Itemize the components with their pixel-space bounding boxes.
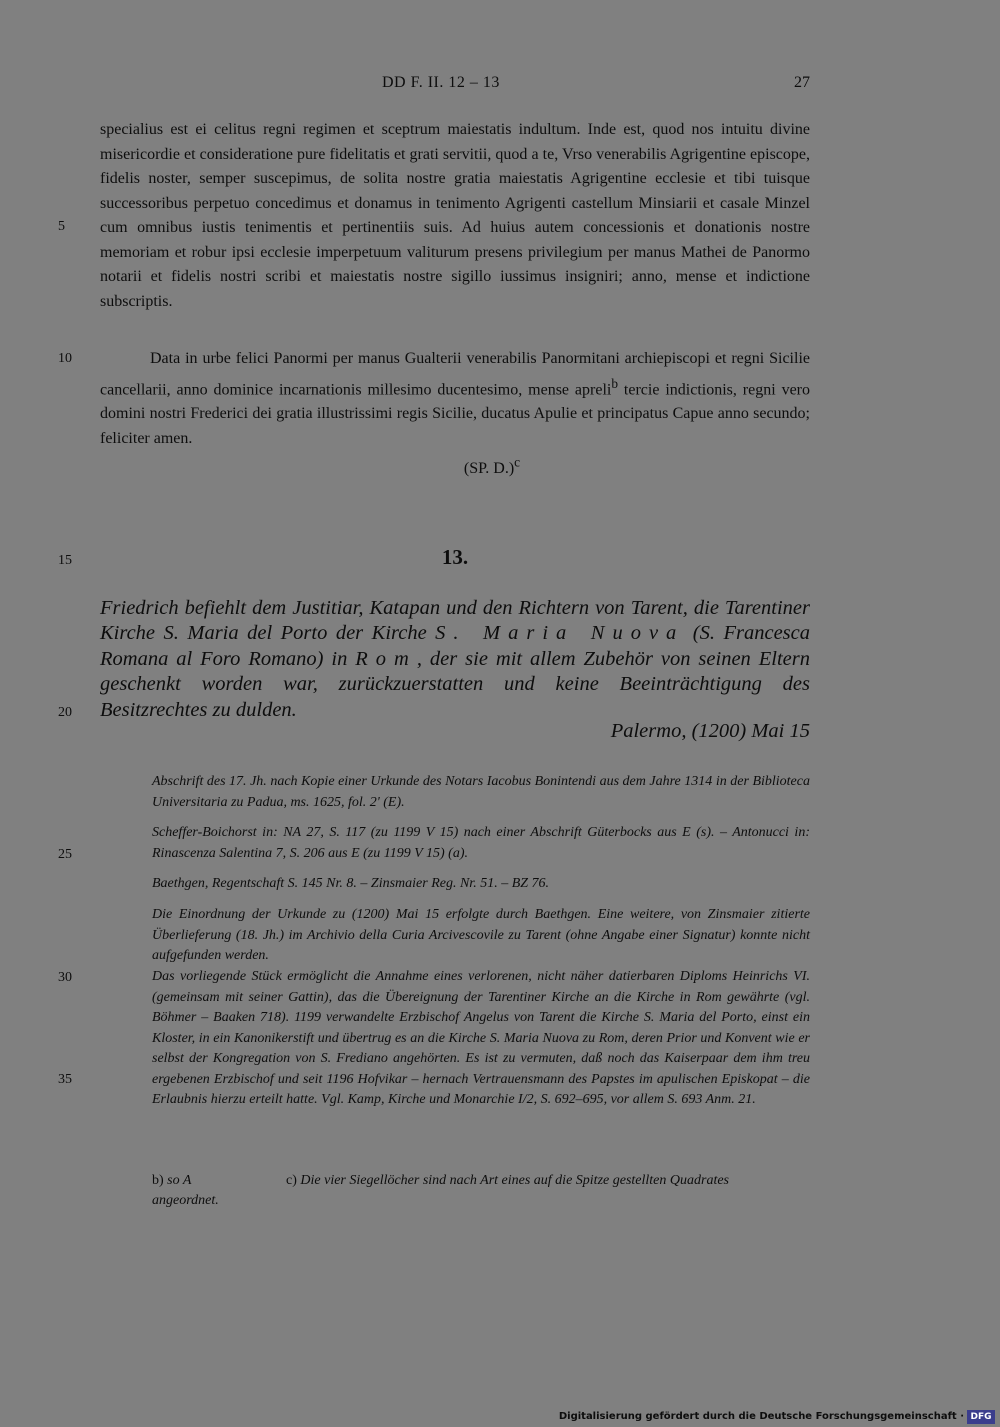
seal-text: (SP. D.) xyxy=(463,460,515,478)
regest-part-3: , der sie mit allem Zubehör von seinen Eltern geschenkt worden war, zurückzuerstatten und keine Beeinträchtigung des Besitzrechtes zu dulden. xyxy=(100,647,810,721)
page-header xyxy=(0,74,1000,96)
line-number-15: 15 xyxy=(58,553,72,568)
footnote-row xyxy=(152,1171,810,1191)
footer-credit: Digitalisierung gefördert durch die Deutsche Forschungsgemeinschaft · xyxy=(558,1411,964,1422)
dating-clause-start: Data in urbe felici Panormi per manus Gualterii venerabilis Panormitani archiepiscopi et regni Sicilie cancellarii, anno dominice incarnationis millesimo ducentesimo, mense apreli xyxy=(100,350,810,398)
footnote-b-text: so A xyxy=(167,1173,192,1188)
note-dating: Die Einordnung der Urkunde zu (1200) Mai 15 erfolgte durch Baethgen. Eine weitere, von Zinsmaier zitierte Überlieferung (18. Jh.) im Archivio della Curia Arcivescovile zu Tarent (ohne Angabe einer Signatur) konnte nicht aufgefunden werden. xyxy=(152,907,810,963)
line-number-30: 30 xyxy=(58,970,72,985)
document-12-paragraph-1: specialius est ei celitus regni regimen et sceptrum maiestatis indultum. Inde est, quod nos intuitu divine misericordie et consideratione pure fidelitatis et grati servitii, quod a te, Vrso venerabilis Agrigentine episcope, fidelis noster, semper suscepimus, de solita nostre gratia maiestatis Agrigentine ecclesie et tibi tuisque successoribus perpetuo concedimus et donamus in tenimento Agrigenti castellum Minsiarii et casale Minzel cum omnibus iustis tenimentis et pertinentiis suis. Ad huius autem concessionis et donationis nostre memoriam et robur ipsi ecclesie imperpetuum valiturum presens privilegium per manus Mathei de Panormo notarii et fidelis nostri scribi et maiestatis nostre sigillo iussimus insigniri; anno, mense et indictione subscriptis. xyxy=(100,121,810,310)
note-commentary: Das vorliegende Stück ermöglicht die Annahme eines verlorenen, nicht näher datierbaren Diploms Heinrichs VI. (gemeinsam mit seiner Gattin), das die Übereignung der Tarentiner Kirche an die Kirche in Rom gewährte (vgl. Böhmer – Baaken 718). 1199 verwandelte Erzbischof Angelus von Tarent die Kirche S. Maria del Porto, einst ein Kloster, in ein Kanonikerstift und übertrug es an die Kirche S. Maria Nuova zu Rom, deren Prior und Konvent wie er selbst der Kongregation von S. Frediano angehörten. Es ist zu vermuten, daß noch das Kaiserpaar dem ihm treu ergebenen Erzbischof und seit 1196 Hofvikar – hernach Vertrauensmann des Papstes im apulischen Episkopat – die Erlaubnis hierzu erteilt hatte. Vgl. Kamp, Kirche und Monarchie I/2, S. 692–695, vor allem S. 693 Anm. 21. xyxy=(152,969,810,1107)
line-number-35: 35 xyxy=(58,1072,72,1087)
running-head: DD F. II. 12 – 13 xyxy=(382,74,500,91)
document-13-regest xyxy=(100,596,810,723)
footnote-b xyxy=(152,1171,191,1191)
footnote-ref-b: b xyxy=(611,375,619,391)
footnote-c-continuation: angeordnet. xyxy=(152,1193,219,1208)
regest-spaced-church: S. Maria Nuova xyxy=(435,622,685,645)
document-12-dating-clause xyxy=(100,347,810,451)
page-number: 27 xyxy=(794,74,810,91)
note-regesta: Baethgen, Regentschaft S. 145 Nr. 8. – Zinsmaier Reg. Nr. 51. – BZ 76. xyxy=(152,876,550,891)
document-number-text: 13. xyxy=(441,545,469,569)
footnote-ref-c: c xyxy=(514,455,521,470)
place-date: Palermo, (1200) Mai 15 xyxy=(610,720,810,742)
line-number-20: 20 xyxy=(58,705,72,720)
dating-clause-end: tercie indictionis, regni vero domini nostri Frederici dei gratia illustrissimi regis Sicilie, ducatus Apulie et principatus Capue anno secundo; feliciter amen. xyxy=(100,380,811,447)
note-transmission: Abschrift des 17. Jh. nach Kopie einer Urkunde des Notars Iacobus Bonintendi aus dem Jahre 1314 in der Biblioteca Universitaria zu Padua, ms. 1625, fol. 2' (E). xyxy=(152,774,810,810)
note-editions: Scheffer-Boichorst in: NA 27, S. 117 (zu 1199 V 15) nach einer Abschrift Güterbocks aus E (s). – Antonucci in: Rinascenza Salentina 7, S. 206 aus E (zu 1199 V 15) (a). xyxy=(152,825,810,861)
line-number-10: 10 xyxy=(58,351,72,366)
regest-part-2: (S. Francesca Romana al Foro Romano) in xyxy=(100,622,810,670)
footnotes xyxy=(152,1171,810,1211)
seal-line xyxy=(0,455,1000,478)
regest-part-1: Friedrich befiehlt dem Justitiar, Katapan und den Richtern von Tarent, die Tarentiner Kirche S. Maria del Porto der Kirche xyxy=(100,597,810,645)
footnote-b-mark: b) xyxy=(152,1173,164,1188)
footnote-c-mark: c) xyxy=(286,1173,297,1188)
footnote-c-text: Die vier Siegellöcher sind nach Art eines auf die Spitze gestellten Quadrates xyxy=(300,1173,729,1188)
footnote-c xyxy=(286,1171,810,1191)
line-number-5: 5 xyxy=(58,219,65,234)
line-number-25: 25 xyxy=(58,847,72,862)
document-13-number xyxy=(0,545,1000,570)
dfg-logo: DFG xyxy=(967,1410,995,1424)
regest-spaced-city: Rom xyxy=(355,647,417,670)
